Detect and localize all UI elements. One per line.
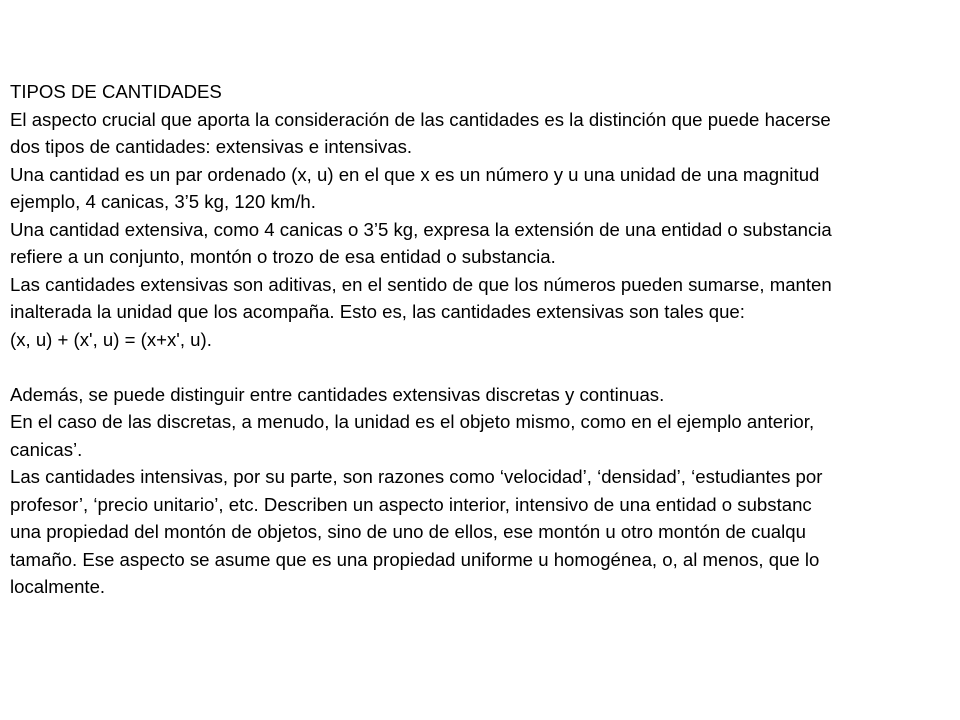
paragraph-line: dos tipos de cantidades: extensivas e intensivas. — [10, 136, 413, 157]
document-title: TIPOS DE CANTIDADES — [10, 81, 222, 102]
paragraph-line: profesor’, ‘precio unitario’, etc. Describen un aspecto interior, intensivo de una entidad o substanc — [10, 493, 812, 515]
paragraph-line: refiere a un conjunto, montón o trozo de esa entidad o substancia. — [10, 246, 556, 267]
paragraph-line: inalterada la unidad que los acompaña. Esto es, las cantidades extensivas son tales que: — [10, 301, 745, 322]
paragraph-line: ejemplo, 4 canicas, 3’5 kg, 120 km/h. — [10, 191, 316, 212]
formula-line: (x, u) + (x', u) = (x+x', u). — [10, 328, 212, 350]
paragraph-line: En el caso de las discretas, a menudo, la unidad es el objeto mismo, como en el ejemplo anterior, — [10, 411, 815, 432]
paragraph-line: canicas’. — [10, 438, 83, 460]
paragraph-line: Las cantidades intensivas, por su parte, son razones como ‘velocidad’, ‘densidad’, ‘estudiantes por — [10, 466, 823, 487]
paragraph-line: tamaño. Ese aspecto se asume que es una propiedad uniforme u homogénea, o, al menos, que lo — [10, 548, 820, 570]
text-body — [10, 78, 960, 601]
paragraph-line: localmente. — [10, 576, 106, 597]
paragraph-line: una propiedad del montón de objetos, sino de uno de ellos, ese montón u otro montón de cualqu — [10, 521, 806, 542]
blank-line — [10, 353, 960, 381]
paragraph-line: Además, se puede distinguir entre cantidades extensivas discretas y continuas. — [10, 383, 665, 405]
paragraph-line: Una cantidad es un par ordenado (x, u) en el que x es un número y u una unidad de una magnitud — [10, 163, 820, 185]
paragraph-line: El aspecto crucial que aporta la consideración de las cantidades es la distinción que puede hacerse — [10, 108, 831, 130]
paragraph-line: Una cantidad extensiva, como 4 canicas o 3’5 kg, expresa la extensión de una entidad o substancia — [10, 218, 832, 240]
paragraph-line: Las cantidades extensivas son aditivas, en el sentido de que los números pueden sumarse, manten — [10, 273, 832, 295]
